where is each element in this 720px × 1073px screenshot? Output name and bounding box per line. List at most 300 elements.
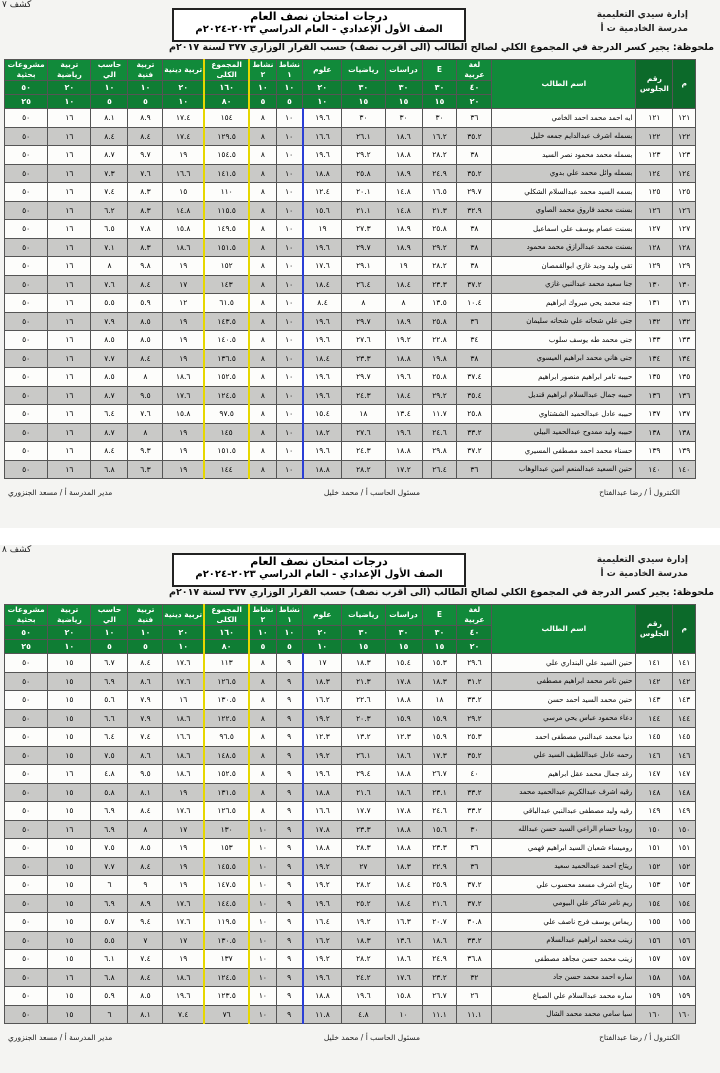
score-cell: ٦.٩: [91, 802, 128, 821]
min-score-cell: ٥: [249, 640, 276, 654]
score-cell: ٣٣.٢: [457, 783, 492, 802]
score-cell: ١٥١.٥: [204, 238, 249, 257]
score-cell: ١٥: [48, 987, 91, 1006]
score-cell: ٢٨.٢: [422, 146, 457, 165]
score-cell: ١٢.٤: [303, 183, 342, 202]
seat-number: ١٣١: [636, 294, 673, 313]
score-cell: ١٩: [163, 312, 204, 331]
seat-number: ١٥٦: [636, 931, 673, 950]
score-cell: ١٢٤.٥: [204, 968, 249, 987]
score-cell: ٥٠: [5, 312, 48, 331]
score-cell: ٨: [249, 312, 276, 331]
score-cell: ٣٠.٨: [457, 913, 492, 932]
score-cell: ١٦: [48, 368, 91, 387]
score-cell: ٧: [128, 931, 163, 950]
score-cell: ٩: [276, 894, 303, 913]
score-cell: ٤.٨: [342, 1005, 385, 1024]
score-cell: ٦.٧: [91, 654, 128, 673]
score-cell: ٨: [249, 294, 276, 313]
score-cell: ٦.٢: [91, 201, 128, 220]
row-number: ١٣٨: [673, 423, 696, 442]
column-header: E: [422, 605, 457, 626]
score-cell: ١٦: [48, 423, 91, 442]
exam-title: درجات امتحان نصف العام: [250, 10, 388, 23]
score-cell: ٣٧.٢: [457, 894, 492, 913]
score-cell: ٨.١: [91, 109, 128, 128]
row-number: ١٢٢: [673, 127, 696, 146]
score-cell: ٢٩.٢: [457, 709, 492, 728]
score-cell: ١٥.٩: [422, 709, 457, 728]
score-cell: ٩: [276, 691, 303, 710]
score-cell: ٦: [91, 876, 128, 895]
score-cell: ٢٥.٣: [457, 728, 492, 747]
student-row: [5, 127, 696, 146]
seat-number: ١٤٧: [636, 765, 673, 784]
score-cell: ٧.٣: [91, 164, 128, 183]
student-name: دنيا محمد عبدالنبي مصطفى احمد: [492, 728, 636, 747]
student-name: بسنت محمد عبدالرازق محمد محمود: [492, 238, 636, 257]
row-number: ١٣٢: [673, 312, 696, 331]
score-cell: ٣٥.٢: [457, 164, 492, 183]
score-cell: ٧.٧: [91, 349, 128, 368]
score-cell: ٣٨: [457, 146, 492, 165]
score-cell: ٢٨.٢: [342, 950, 385, 969]
score-cell: ١٣.٦: [385, 931, 422, 950]
student-name: رقيه وليد مصطفى عبدالنبي عبدالباقي: [492, 802, 636, 821]
score-cell: ٦.١: [91, 950, 128, 969]
score-cell: ٥.٥: [91, 931, 128, 950]
student-name: جنى علي شحاته علي شحاته سليمان: [492, 312, 636, 331]
sheet-label: كشف ٨: [2, 545, 32, 555]
score-cell: ٨: [249, 691, 276, 710]
score-cell: ١٥.٦: [303, 201, 342, 220]
score-cell: ٥٠: [5, 802, 48, 821]
score-cell: ١٥٤: [204, 109, 249, 128]
score-cell: ٥٠: [5, 294, 48, 313]
score-cell: ٩: [276, 876, 303, 895]
score-cell: ١٠: [276, 423, 303, 442]
max-score-cell: ٣٠: [385, 626, 422, 640]
row-number: ١٣٦: [673, 386, 696, 405]
seat-number: ١٢٤: [636, 164, 673, 183]
score-cell: ١٣٠.٥: [204, 931, 249, 950]
student-row: [5, 950, 696, 969]
score-cell: ٢٤.٦: [422, 802, 457, 821]
score-cell: ٨: [342, 294, 385, 313]
score-cell: ١٧: [303, 654, 342, 673]
score-cell: ٥٠: [5, 405, 48, 424]
student-name: روديا حسام الراعي السيد حسن عبدالله: [492, 820, 636, 839]
score-cell: ١٩.٦: [303, 109, 342, 128]
seat-number: ١٤٥: [636, 728, 673, 747]
score-cell: ١٨.٣: [342, 654, 385, 673]
row-number: ١٢٤: [673, 164, 696, 183]
row-number: ١٢٥: [673, 183, 696, 202]
score-cell: ١٠: [276, 331, 303, 350]
seat-number: ١٣٦: [636, 386, 673, 405]
score-cell: ٧.٧: [91, 857, 128, 876]
score-cell: ٨.٤: [128, 857, 163, 876]
score-cell: ٧.٨: [128, 220, 163, 239]
score-cell: ٥٠: [5, 968, 48, 987]
score-cell: ٥٠: [5, 183, 48, 202]
score-cell: ٥٠: [5, 164, 48, 183]
score-cell: ٨: [249, 654, 276, 673]
score-cell: ١٦: [48, 127, 91, 146]
student-row: [5, 783, 696, 802]
score-cell: ٦.٩: [91, 820, 128, 839]
row-number: ١٢٦: [673, 201, 696, 220]
score-cell: ١٨.٣: [303, 672, 342, 691]
score-cell: ١٤٤.٥: [204, 894, 249, 913]
student-name: رقيه اشرف عبدالكريم عبدالحميد محمد: [492, 783, 636, 802]
score-cell: ١٨.٣: [342, 931, 385, 950]
grades-table: [4, 59, 696, 479]
score-cell: ١٥.٩: [422, 728, 457, 747]
score-cell: ١٦: [48, 146, 91, 165]
grade-year-title: الصف الأول الإعدادي - العام الدراسي ٢٠٢٣-٢٠٢٤م: [195, 569, 443, 580]
score-cell: ١٥٤.٥: [204, 146, 249, 165]
school-name: مدرسة الخادمية ت أ: [600, 24, 688, 34]
score-cell: ١٩.٦: [385, 423, 422, 442]
score-cell: ٩: [276, 783, 303, 802]
max-score-cell: ٣٠: [385, 81, 422, 95]
score-cell: ١٨.٨: [303, 164, 342, 183]
seat-number: ١٣٧: [636, 405, 673, 424]
rounding-note: ملحوظة: يجير كسر الدرجة في المجموع الكلي لصالح الطالب (الى أقرب نصف) حسب القرار الوزاري ٣٧٧ لسنة ٢٠١٧م: [169, 42, 714, 53]
column-header: اسم الطالب: [492, 605, 636, 654]
score-cell: ٥٠: [5, 220, 48, 239]
min-score-cell: ٢٥: [5, 95, 48, 109]
max-score-cell: ١٠: [128, 626, 163, 640]
score-cell: ١٦: [48, 164, 91, 183]
score-cell: ٢٥.٨: [422, 312, 457, 331]
score-cell: ٨: [385, 294, 422, 313]
student-row: [5, 820, 696, 839]
row-number: ١٤٠: [673, 460, 696, 479]
score-cell: ١٦: [48, 386, 91, 405]
score-cell: ١٩.٢: [303, 746, 342, 765]
score-cell: ١٤.٨: [385, 183, 422, 202]
score-cell: ٢٩.٧: [342, 368, 385, 387]
score-cell: ٣٠: [342, 109, 385, 128]
score-cell: ١١.١: [422, 1005, 457, 1024]
score-cell: ١٩: [163, 442, 204, 461]
score-cell: ١٩.٦: [303, 386, 342, 405]
score-cell: ٨.١: [128, 1005, 163, 1024]
seat-number: ١٤٢: [636, 672, 673, 691]
seat-number: ١٥٤: [636, 894, 673, 913]
score-cell: ٥٠: [5, 423, 48, 442]
score-cell: ١٧.٦: [163, 654, 204, 673]
score-cell: ٨: [128, 368, 163, 387]
max-score-cell: ٣٠: [422, 81, 457, 95]
score-cell: ٧.٦: [128, 405, 163, 424]
max-score-cell: ٥٠: [5, 81, 48, 95]
score-cell: ١١.٧: [422, 405, 457, 424]
score-cell: ١٧.٦: [163, 802, 204, 821]
student-row: [5, 275, 696, 294]
score-cell: ٩: [276, 709, 303, 728]
student-row: [5, 913, 696, 932]
score-cell: ١٨.٤: [385, 894, 422, 913]
score-cell: ٢٠.١: [342, 183, 385, 202]
rounding-note: ملحوظة: يجير كسر الدرجة في المجموع الكلي لصالح الطالب (الى أقرب نصف) حسب القرار الوزاري ٣٧٧ لسنة ٢٠١٧م: [169, 587, 714, 598]
score-cell: ٨: [249, 423, 276, 442]
score-cell: ١٦: [163, 691, 204, 710]
score-cell: ٦.٨: [91, 460, 128, 479]
score-cell: ٩.٥: [128, 765, 163, 784]
score-cell: ١٥٣: [204, 839, 249, 858]
grade-sheet-8: [0, 545, 720, 1073]
row-number: ١٥١: [673, 839, 696, 858]
score-cell: ١٥: [48, 728, 91, 747]
score-cell: ١٨.٩: [385, 312, 422, 331]
score-cell: ١٩.٨: [422, 349, 457, 368]
max-score-cell: ٣٠: [342, 626, 385, 640]
column-header: تربية رياضية: [48, 605, 91, 626]
score-cell: ٥.٩: [128, 294, 163, 313]
student-row: [5, 294, 696, 313]
student-name: ريتاج احمد عبدالحميد سعيد: [492, 857, 636, 876]
score-cell: ١١.١: [457, 1005, 492, 1024]
computer-officer: مسئول الحاسب أ / محمد خليل: [323, 1033, 420, 1042]
row-number: ١٣٩: [673, 442, 696, 461]
score-cell: ١٥: [48, 672, 91, 691]
admin-name: إدارة سيدي التعليمية: [596, 10, 688, 20]
seat-number: ١٣٣: [636, 331, 673, 350]
score-cell: ١٠: [276, 368, 303, 387]
score-cell: ٨.٤: [128, 349, 163, 368]
score-cell: ٢٥.٨: [457, 405, 492, 424]
score-cell: ١٠: [276, 238, 303, 257]
score-cell: ٥٠: [5, 839, 48, 858]
score-cell: ١٠: [276, 201, 303, 220]
score-cell: ٨: [249, 728, 276, 747]
row-number: ١٥٣: [673, 876, 696, 895]
student-name: ريتاج اشرف مسعد محسوب علي: [492, 876, 636, 895]
score-cell: ٥٠: [5, 820, 48, 839]
column-header: مشروعات بحثية: [5, 60, 48, 81]
score-cell: ١٩.٢: [303, 950, 342, 969]
student-name: حبيبه وليد ممدوح عبدالحميد البيلي: [492, 423, 636, 442]
score-cell: ٥٠: [5, 331, 48, 350]
student-row: [5, 201, 696, 220]
score-cell: ١٥.٨: [163, 405, 204, 424]
score-cell: ١٥: [48, 654, 91, 673]
seat-number: ١٤٨: [636, 783, 673, 802]
score-cell: ١٦: [48, 820, 91, 839]
score-cell: ١٩: [163, 331, 204, 350]
column-header: رياضيات: [342, 60, 385, 81]
max-score-cell: ١٦٠: [204, 81, 249, 95]
score-cell: ٢٧: [342, 857, 385, 876]
student-row: [5, 368, 696, 387]
score-cell: ٣٦: [457, 839, 492, 858]
score-cell: ١٧.٢: [385, 460, 422, 479]
score-cell: ١٣.٢: [342, 728, 385, 747]
student-row: [5, 876, 696, 895]
student-name: حنين محمد السيد احمد حسن: [492, 691, 636, 710]
score-cell: ٢٩.٧: [342, 312, 385, 331]
seat-number: ١٥٩: [636, 987, 673, 1006]
seat-number: ١٢٧: [636, 220, 673, 239]
score-cell: ١٢٣.٥: [204, 987, 249, 1006]
score-cell: ١٧.٨: [385, 672, 422, 691]
score-cell: ٨: [249, 405, 276, 424]
score-cell: ٢٣.٣: [422, 839, 457, 858]
score-cell: ٤٠: [457, 765, 492, 784]
grade-year-title: الصف الأول الإعدادي - العام الدراسي ٢٠٢٣-٢٠٢٤م: [195, 24, 443, 35]
student-row: [5, 894, 696, 913]
min-score-cell: ١٥: [385, 95, 422, 109]
student-name: سيا سامي محمد محمد الشال: [492, 1005, 636, 1024]
column-header: علوم: [303, 605, 342, 626]
row-number: ١٥٨: [673, 968, 696, 987]
score-cell: ٣٧.٢: [457, 275, 492, 294]
student-row: [5, 672, 696, 691]
max-score-cell: ٢٠: [163, 81, 204, 95]
min-score-cell: ١٠: [48, 640, 91, 654]
score-cell: ٣١.٢: [457, 672, 492, 691]
score-cell: ٣٨: [457, 220, 492, 239]
score-cell: ١٠: [276, 386, 303, 405]
score-cell: ١٨.٤: [385, 876, 422, 895]
score-cell: ١٧: [163, 931, 204, 950]
score-cell: ٥٠: [5, 460, 48, 479]
score-cell: ٩: [276, 654, 303, 673]
score-cell: ١٦: [48, 442, 91, 461]
score-cell: ١١٣: [204, 654, 249, 673]
score-cell: ١٧.٦: [163, 913, 204, 932]
score-cell: ٨.٣: [128, 238, 163, 257]
score-cell: ١٨.٨: [303, 987, 342, 1006]
score-cell: ٧.٩: [91, 312, 128, 331]
score-cell: ١٠: [276, 257, 303, 276]
score-cell: ١٤٩.٥: [204, 220, 249, 239]
column-header: م: [673, 605, 696, 654]
score-cell: ١٩: [163, 257, 204, 276]
score-cell: ٩: [128, 876, 163, 895]
score-cell: ٨.١: [128, 783, 163, 802]
score-cell: ٧.٦: [128, 164, 163, 183]
row-number: ١٤٧: [673, 765, 696, 784]
score-cell: ٢٣.٣: [342, 820, 385, 839]
score-cell: ١٩.٢: [303, 709, 342, 728]
score-cell: ١٣.٥: [422, 294, 457, 313]
score-cell: ٩: [276, 820, 303, 839]
score-cell: ٢٨.٢: [342, 876, 385, 895]
score-cell: ٩: [276, 672, 303, 691]
score-cell: ١٤٤: [204, 460, 249, 479]
score-cell: ١٧.٨: [303, 820, 342, 839]
student-name: ساره محمد عبدالسلام علي الصباغ: [492, 987, 636, 1006]
score-cell: ٨.٥: [91, 331, 128, 350]
row-number: ١٥٢: [673, 857, 696, 876]
score-cell: ٢٦.١: [342, 127, 385, 146]
column-header: تربية دينية: [163, 60, 204, 81]
column-header: اسم الطالب: [492, 60, 636, 109]
score-cell: ١٨.٦: [385, 746, 422, 765]
row-number: ١٢٩: [673, 257, 696, 276]
score-cell: ٨: [91, 257, 128, 276]
score-cell: ١٢.٣: [385, 728, 422, 747]
score-cell: ٥٠: [5, 894, 48, 913]
max-score-cell: ٣٠: [422, 626, 457, 640]
score-cell: ٢٩.٧: [457, 183, 492, 202]
score-cell: ٢٧.٦: [342, 331, 385, 350]
student-name: حسناء محمد احمد مصطفى المسيري: [492, 442, 636, 461]
score-cell: ١٥٢.٥: [204, 368, 249, 387]
score-cell: ١٥.٨: [385, 987, 422, 1006]
score-cell: ١٩: [303, 220, 342, 239]
score-cell: ١٤٣: [204, 275, 249, 294]
score-cell: ١٨.٨: [385, 146, 422, 165]
score-cell: ١١٩.٥: [204, 913, 249, 932]
grades-table: [4, 604, 696, 1024]
student-name: حبيبه عادل عبدالحميد الششتاوي: [492, 405, 636, 424]
score-cell: ١٩.٢: [303, 857, 342, 876]
score-cell: ٢٦: [457, 987, 492, 1006]
score-cell: ١٣.٤: [385, 405, 422, 424]
score-cell: ٥٠: [5, 654, 48, 673]
score-cell: ٩: [276, 950, 303, 969]
min-score-cell: ١٠: [163, 640, 204, 654]
min-score-cell: ١٠: [163, 95, 204, 109]
score-cell: ٨: [249, 672, 276, 691]
score-cell: ٨.٤: [91, 127, 128, 146]
score-cell: ٥٠: [5, 349, 48, 368]
header-row: [5, 60, 696, 81]
score-cell: ٢٤.٩: [422, 950, 457, 969]
score-cell: ١٦: [48, 201, 91, 220]
student-row: [5, 709, 696, 728]
score-cell: ١٧.٦: [303, 257, 342, 276]
score-cell: ١٧: [163, 820, 204, 839]
score-cell: ٣٣.٢: [457, 931, 492, 950]
max-score-cell: ٢٠: [303, 81, 342, 95]
score-cell: ١٥.٤: [303, 405, 342, 424]
score-cell: ١٦: [48, 238, 91, 257]
score-cell: ٣٣.٢: [457, 802, 492, 821]
score-cell: ١٥: [48, 876, 91, 895]
score-cell: ٧.٥: [91, 839, 128, 858]
score-cell: ٨: [249, 201, 276, 220]
score-cell: ٢٦.١: [342, 746, 385, 765]
school-name: مدرسة الخادمية ت أ: [600, 569, 688, 579]
score-cell: ٢٥.٩: [422, 876, 457, 895]
control-supervisor: الكنترول أ / رضا عبدالفتاح: [599, 488, 680, 497]
score-cell: ٨.٧: [91, 386, 128, 405]
row-number: ١٤٢: [673, 672, 696, 691]
score-cell: ١٣٧: [204, 950, 249, 969]
score-cell: ١٨.٣: [422, 672, 457, 691]
score-cell: ١٩.٦: [303, 331, 342, 350]
score-cell: ١٨: [342, 405, 385, 424]
score-cell: ١٢٦.٥: [204, 802, 249, 821]
score-cell: ١٠.٤: [457, 294, 492, 313]
sheet-label: كشف ٧: [2, 0, 32, 10]
score-cell: ٢٨.٣: [342, 839, 385, 858]
score-cell: ١٤٥: [204, 423, 249, 442]
score-cell: ٥.٧: [91, 913, 128, 932]
column-header: نشاط ٢: [249, 605, 276, 626]
seat-number: ١٤٩: [636, 802, 673, 821]
min-score-cell: ١٥: [342, 640, 385, 654]
score-cell: ٨.٤: [128, 802, 163, 821]
score-cell: ١٥: [48, 857, 91, 876]
column-header: دراسات: [385, 60, 422, 81]
